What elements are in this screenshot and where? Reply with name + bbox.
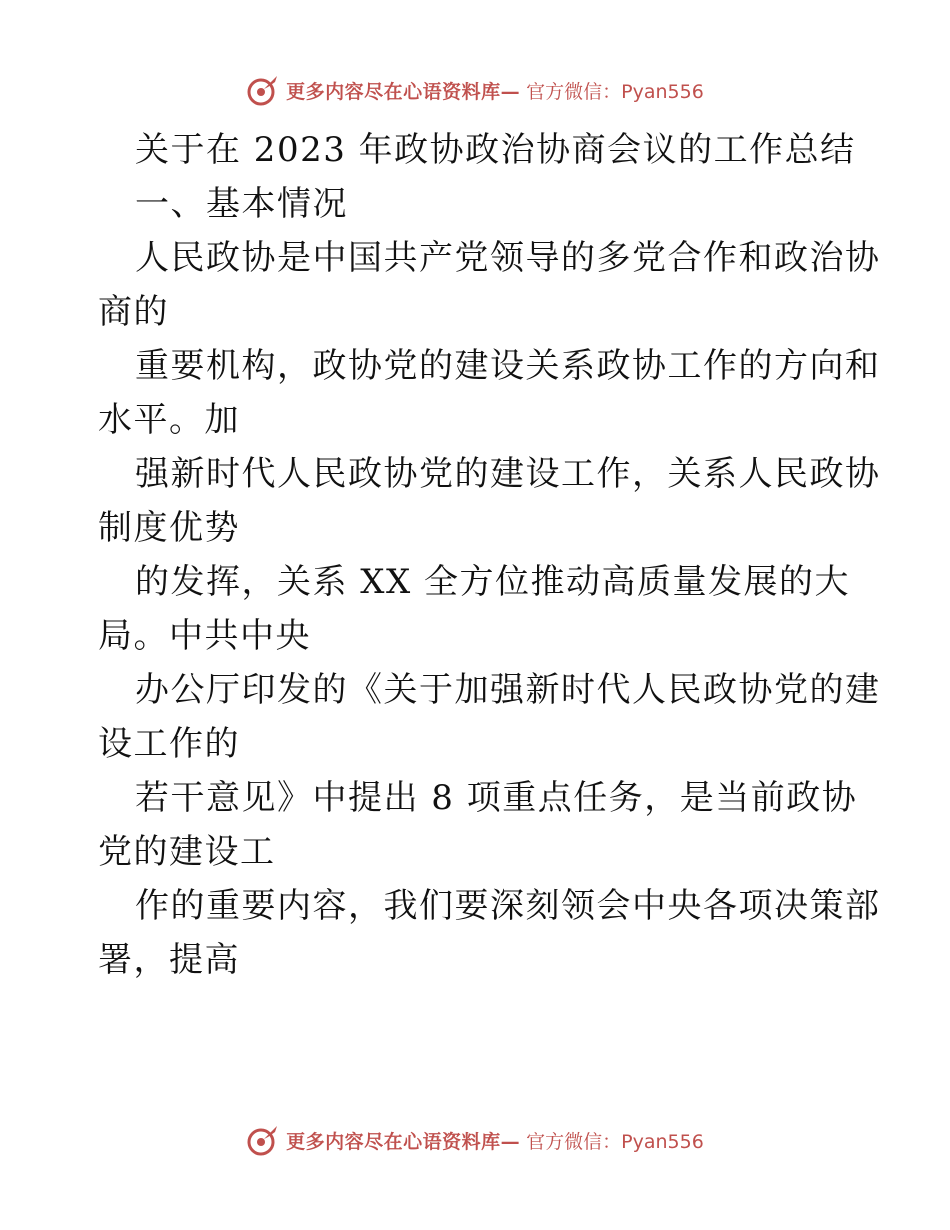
- paragraph-line: 局。中共中央: [98, 616, 311, 656]
- paragraph-line: 重要机构，政协党的建设关系政协工作的方向和: [135, 346, 881, 386]
- footer-watermark: [0, 1120, 950, 1160]
- section-heading: 一、基本情况: [135, 184, 348, 224]
- paragraph-line: 设工作的: [98, 724, 240, 764]
- watermark-text: 更多内容尽在心语资料库—: [286, 1130, 521, 1153]
- paragraph-line: 制度优势: [98, 508, 240, 548]
- quill-circle-icon: [246, 73, 280, 107]
- paragraph-line: 的发挥，关系 XX 全方位推动高质量发展的大: [135, 562, 851, 602]
- paragraph-line: 办公厅印发的《关于加强新时代人民政协党的建: [135, 670, 881, 710]
- paragraph-line: 党的建设工: [98, 832, 276, 872]
- paragraph-line: 强新时代人民政协党的建设工作，关系人民政协: [135, 454, 881, 494]
- watermark-text: 更多内容尽在心语资料库—: [286, 80, 521, 103]
- quill-circle-icon: [246, 1123, 280, 1157]
- paragraph-line: 商的: [98, 292, 169, 332]
- paragraph-line: 若干意见》中提出 8 项重点任务，是当前政协: [135, 778, 858, 818]
- watermark-wechat: 官方微信：Pyan556: [526, 1130, 704, 1153]
- paragraph-line: 水平。加: [98, 400, 240, 440]
- document-body: [98, 123, 881, 987]
- watermark-wechat: 官方微信：Pyan556: [526, 80, 704, 103]
- paragraph-line: 作的重要内容，我们要深刻领会中央各项决策部: [135, 886, 881, 926]
- header-watermark: [0, 70, 950, 110]
- document-title: 关于在 2023 年政协政治协商会议的工作总结: [135, 130, 856, 170]
- paragraph-line: 人民政协是中国共产党领导的多党合作和政治协: [135, 238, 881, 278]
- paragraph-line: 署，提高: [98, 940, 240, 980]
